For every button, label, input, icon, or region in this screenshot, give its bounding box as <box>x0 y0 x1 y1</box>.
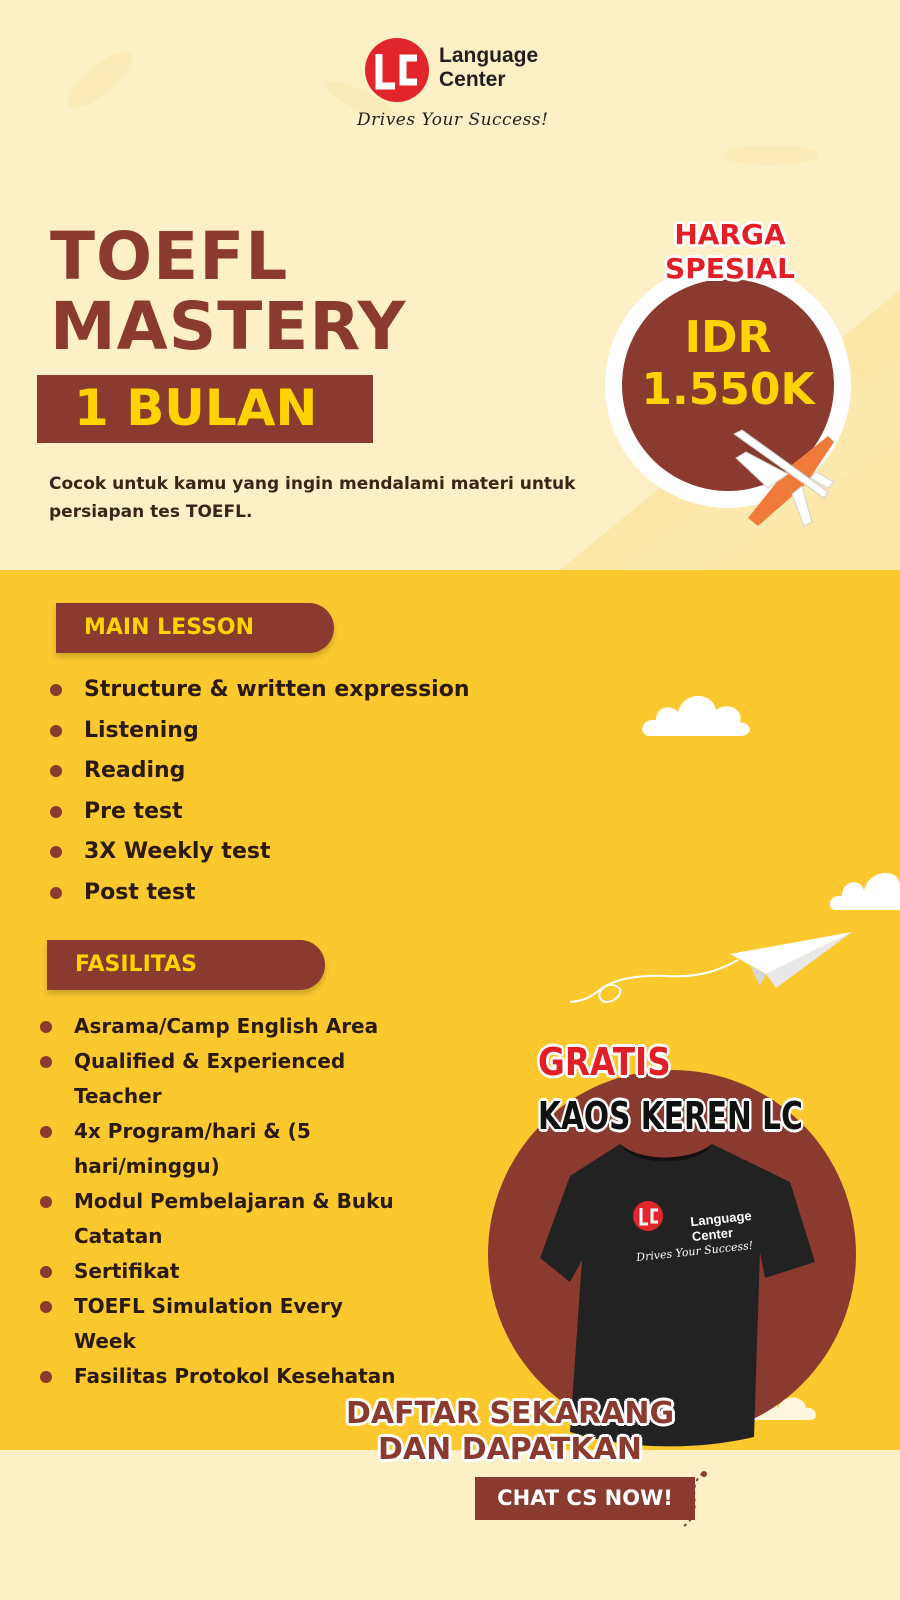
shirt-brand-line2: Center <box>691 1224 734 1245</box>
fasilitas-heading-label: FASILITAS <box>75 952 197 977</box>
list-item-label: Fasilitas Protokol Kesehatan <box>74 1364 396 1388</box>
shirt-tagline: Drives Your Success! <box>635 1238 754 1265</box>
list-item-label: 3X Weekly test <box>84 839 271 864</box>
list-item <box>40 1254 400 1289</box>
list-item-label: Structure & written expression <box>84 677 470 702</box>
price-amount: 1.550K <box>641 364 815 415</box>
list-item <box>50 832 470 873</box>
list-item <box>50 873 470 914</box>
page-title <box>50 218 407 365</box>
list-item <box>50 792 470 833</box>
fasilitas-list <box>40 1009 400 1394</box>
cta-line2: DAN DAPATKAN <box>378 1432 642 1467</box>
list-item-label: 4x Program/hari & (5 hari/minggu) <box>74 1119 311 1178</box>
bullet-icon <box>50 725 62 737</box>
list-item <box>40 1044 400 1114</box>
airplane-icon <box>728 428 838 528</box>
bullet-icon <box>50 887 62 899</box>
bullet-icon <box>50 846 62 858</box>
chat-cs-button[interactable] <box>475 1477 695 1520</box>
list-item-label: TOEFL Simulation Every Week <box>74 1294 343 1353</box>
bullet-icon <box>40 1056 52 1068</box>
main-lesson-heading-label: MAIN LESSON <box>84 615 255 640</box>
promo-item-label: KAOS KEREN LC <box>538 1094 803 1138</box>
price-value <box>622 312 834 416</box>
bullet-icon <box>40 1126 52 1138</box>
bullet-icon <box>50 684 62 696</box>
list-item-label: Modul Pembelajaran & Buku Catatan <box>74 1189 394 1248</box>
title-line2: MASTERY <box>50 288 407 365</box>
bullet-icon <box>40 1371 52 1383</box>
bullet-icon <box>50 806 62 818</box>
shirt-lc-logo-icon <box>633 1201 663 1231</box>
list-item <box>40 1359 400 1394</box>
fasilitas-heading <box>47 940 325 990</box>
list-item <box>50 670 470 711</box>
paper-plane-icon <box>570 930 860 1020</box>
list-item-label: Post test <box>84 879 196 905</box>
price-label-line1: HARGA <box>674 218 786 251</box>
cloud-icon <box>642 688 752 740</box>
list-item <box>40 1114 400 1184</box>
list-item <box>50 711 470 752</box>
list-item <box>40 1184 400 1254</box>
bullet-icon <box>40 1301 52 1313</box>
bullet-icon <box>40 1196 52 1208</box>
cloud-icon <box>830 862 900 914</box>
list-item-label: Reading <box>84 758 186 783</box>
price-currency: IDR <box>684 312 772 363</box>
bullet-icon <box>50 765 62 777</box>
duration-label: 1 BULAN <box>74 379 318 437</box>
chat-cs-button-label: CHAT CS NOW! <box>497 1486 673 1510</box>
brand-logo <box>357 38 549 138</box>
cta-line1: DAFTAR SEKARANG <box>345 1396 675 1431</box>
list-item-label: Asrama/Camp English Area <box>74 1014 379 1038</box>
list-item-label: Pre test <box>84 798 183 824</box>
list-item-label: Qualified & Experienced Teacher <box>74 1049 346 1108</box>
header-section <box>0 0 900 570</box>
bullet-icon <box>40 1021 52 1033</box>
footer-section <box>0 1450 900 1600</box>
main-lesson-heading <box>56 603 334 653</box>
list-item <box>40 1289 400 1359</box>
gratis-label: GRATIS <box>538 1040 671 1084</box>
title-line1: TOEFL <box>50 218 289 295</box>
price-label <box>640 218 820 286</box>
list-item-label: Listening <box>84 717 199 743</box>
main-lesson-list <box>50 670 470 913</box>
price-label-line2: SPESIAL <box>665 252 795 285</box>
list-item <box>50 751 470 792</box>
list-item <box>40 1009 400 1044</box>
course-description: Cocok untuk kamu yang ingin mendalami materi untuk persiapan tes TOEFL. <box>49 474 576 522</box>
list-item-label: Sertifikat <box>74 1259 180 1283</box>
lc-monogram <box>365 38 429 102</box>
brand-name <box>439 44 538 92</box>
bullet-icon <box>40 1266 52 1278</box>
brand-tagline: Drives Your Success! <box>357 110 549 130</box>
brand-name-line2: Center <box>439 68 506 91</box>
shirt-brand-line1: Language <box>689 1207 753 1230</box>
brand-name-line1: Language <box>439 44 539 67</box>
